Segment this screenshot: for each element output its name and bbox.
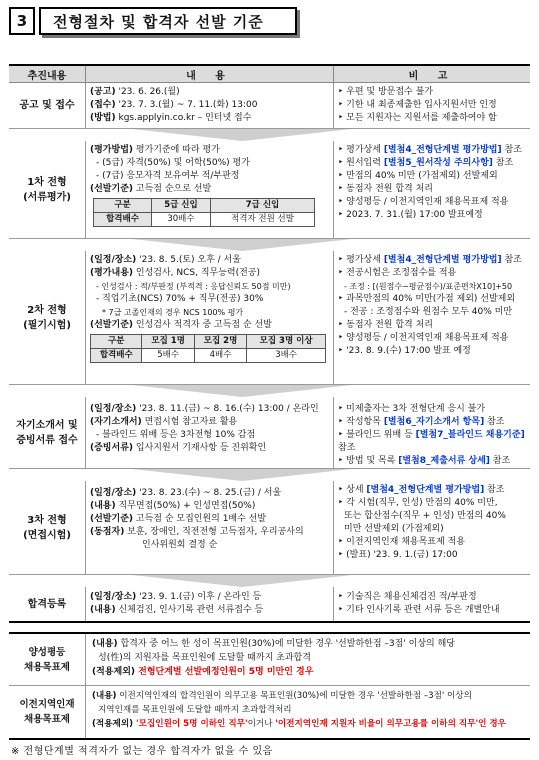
stage1-table: 구분 5급 신입 7급 신입 합격배수 30배수 적격자 전원 선발 <box>93 198 315 227</box>
row-content: (일정/장소) '23. 8. 5.(토) 오후 / 서울 (평가내용) 인성검사, NCS, 직무능력(전공) - 인성검사 : 적/부판정 (부적격 : 응답신뢰도 50점 미만) - 직업기초(NCS) 70% + 직무(전공) 30% * 7급 고졸인재의 경우 NCS 100% 평가 (선발기준) 인성검사 적격자 중 고득점 순 선발 구분 모집 1명 모집 2명 모집 3명 이상 합격배수 5배수 4배수 3배수 <box>86 251 334 384</box>
table-header <box>9 64 530 83</box>
row-registration <box>9 587 530 623</box>
row-content: (일정/장소) '23. 8. 23.(수) ~ 8. 25.(금) / 서울 (내용) 직무면접(50%) + 인성면접(50%) (선발기준) 고득점 순 모집인원의 1배수 선발 (동점자) 보훈, 장애인, 직전전형 고득점자, 우리공사의 인사위원회 결정 순 <box>86 481 334 574</box>
row-label: 3차 전형 (면접시험) <box>9 481 86 574</box>
stage2-table: 구분 모집 1명 모집 2명 모집 3명 이상 합격배수 5배수 4배수 3배수 <box>90 334 326 363</box>
row-label: 공고 및 접수 <box>9 83 86 128</box>
row-note: ‣ 상세 [별첨4_전형단계별 평가방법] 참조 ‣ 각 시험(직무, 인성) 만점의 40% 미만, 또는 합산점수(직무 + 인성) 만점의 40% 미만 선발제외 (가점제외) ‣ 이전지역인재 채용목표제 적용 ‣ (발표) '23. 9. 1.(금) 17:00 <box>338 485 506 560</box>
step-arrow <box>132 469 352 481</box>
section-number: 3 <box>9 7 35 35</box>
header-col-3: 비 고 <box>408 70 456 82</box>
header-col-1: 추진내용 <box>9 66 86 82</box>
local-talent-row: 이전지역인재 채용목표제 (내용) 이전지역인재의 합격인원이 의무고용 목표인원(30%)에 미달한 경우 '선발하한점 –3점' 이상의 지역인재를 목표인원에 도달할 때까지 초과합격처리 (적용제외) '모집인원이 5명 이하인 직무'이거나 '이전지역인재 지원자 비율이 의무고용률 이하의 직무'인 경우 <box>9 686 530 738</box>
step-arrow <box>132 239 352 251</box>
row-label: 1차 전형 (서류평가) <box>9 141 86 238</box>
row-note: ‣ 평가상세 [별첨4_전형단계별 평가방법] 참조 ‣ 원서입력 [별첨5_원서작성 주의사항] 참조 ‣ 만점의 40% 미만 (가점제외) 선발제외 ‣ 동점자 전원 합격 처리 ‣ 양성평등 / 이전지역인재 채용목표제 적용 ‣ 2023. 7. 31.(월) 17:00 발표예정 <box>338 145 522 220</box>
header-col-2: 내 용 <box>86 66 334 82</box>
row-label: 2차 전형 (필기시험) <box>9 251 86 384</box>
row-content: (평가방법) 평가기준에 따라 평가 - (5급) 자격(50%) 및 어학(50%) 평가 - (7급) 응모자격 보유여부 적/부판정 (선발기준) 고득점 순으로 선발 구분 5급 신입 7급 신입 합격배수 30배수 적격자 전원 선발 <box>86 141 334 238</box>
gender-equality-row: 양성평등 채용목표제 (내용) 합격자 중 어느 한 성이 목표인원(30%)에 미달한 경우 '선발하한점 –3점' 이상의 해당 성(性)의 지원자를 목표인원에 도달할 때까지 초과합격 (적용제외) 전형단계별 선발예정인원이 5명 미만인 경우 <box>9 634 530 686</box>
row-content: (공고) '23. 6. 26.(월) (접수) '23. 7. 3.(월) ~ 7. 11.(화) 13:00 (방법) kgs.applyin.co.kr – 인터넷 접수 <box>86 83 334 128</box>
target-system-box <box>9 632 530 740</box>
row-documents <box>9 397 530 469</box>
row-note: ‣ 미제출자는 3차 전형단계 응시 불가 ‣ 작성항목 [별첨6_자기소개서 항목] 참조 ‣ 블라인드 위배 등 [별첨7_블라인드 채용기준] 참조 ‣ 방법 및 목록 [별첨8_제출서류 상세] 참조 <box>338 404 525 466</box>
row-stage-2 <box>9 251 530 385</box>
row-content: (일정/장소) '23. 8. 11.(금) ~ 8. 16.(수) 13:00 / 온라인 (자기소개서) 면접시험 참고자료 활용 - 블라인드 위배 등은 3차전형 10% 감점 (증빙서류) 입사지원서 기재사항 등 진위확인 <box>86 397 334 468</box>
footnote: ※ 전형단계별 적격자가 없는 경우 합격자가 없을 수 있음 <box>11 746 273 757</box>
row-label: 합격등록 <box>9 587 86 621</box>
step-arrow <box>132 575 352 587</box>
row-label: 자기소개서 및 증빙서류 접수 <box>9 397 86 468</box>
row-announcement <box>9 83 530 129</box>
row-note: ‣ 기술직은 채용신체검진 적/부판정 ‣ 기타 인사기록 관련 서류 등은 개별안내 <box>338 592 500 615</box>
row-note: ‣ 우편 및 방문접수 불가 ‣ 기한 내 최종제출한 입사지원서만 인정 ‣ 모든 지원자는 지원서를 제출하여야 함 <box>338 87 497 123</box>
row-stage-3 <box>9 481 530 575</box>
section-title <box>9 7 297 35</box>
step-arrow <box>132 385 352 397</box>
row-stage-1 <box>9 141 530 239</box>
step-arrow <box>132 129 352 141</box>
row-note: ‣ 평가상세 [별첨4_전형단계별 평가방법] 참조 ‣ 전공시험은 조정점수를 적용 - 조정 : [(원점수−평균점수)/표준편차X10]+50 ‣ 과목만점의 40% 미만(가점 제외) 선발제외 - 전공 : 조정점수와 원점수 모두 40% 미만 ‣ 동점자 전원 합격 처리 ‣ 양성평등 / 이전지역인재 채용목표제 적용 ‣ '23. 8. 9.(수) 17:00 발표 예정 <box>338 255 522 356</box>
row-content: (일정/장소) '23. 9. 1.(금) 이후 / 온라인 등 (내용) 신체검진, 인사기록 관련 서류접수 등 <box>86 587 334 621</box>
section-title-text: 전형절차 및 합격자 선발 기준 <box>39 7 297 35</box>
